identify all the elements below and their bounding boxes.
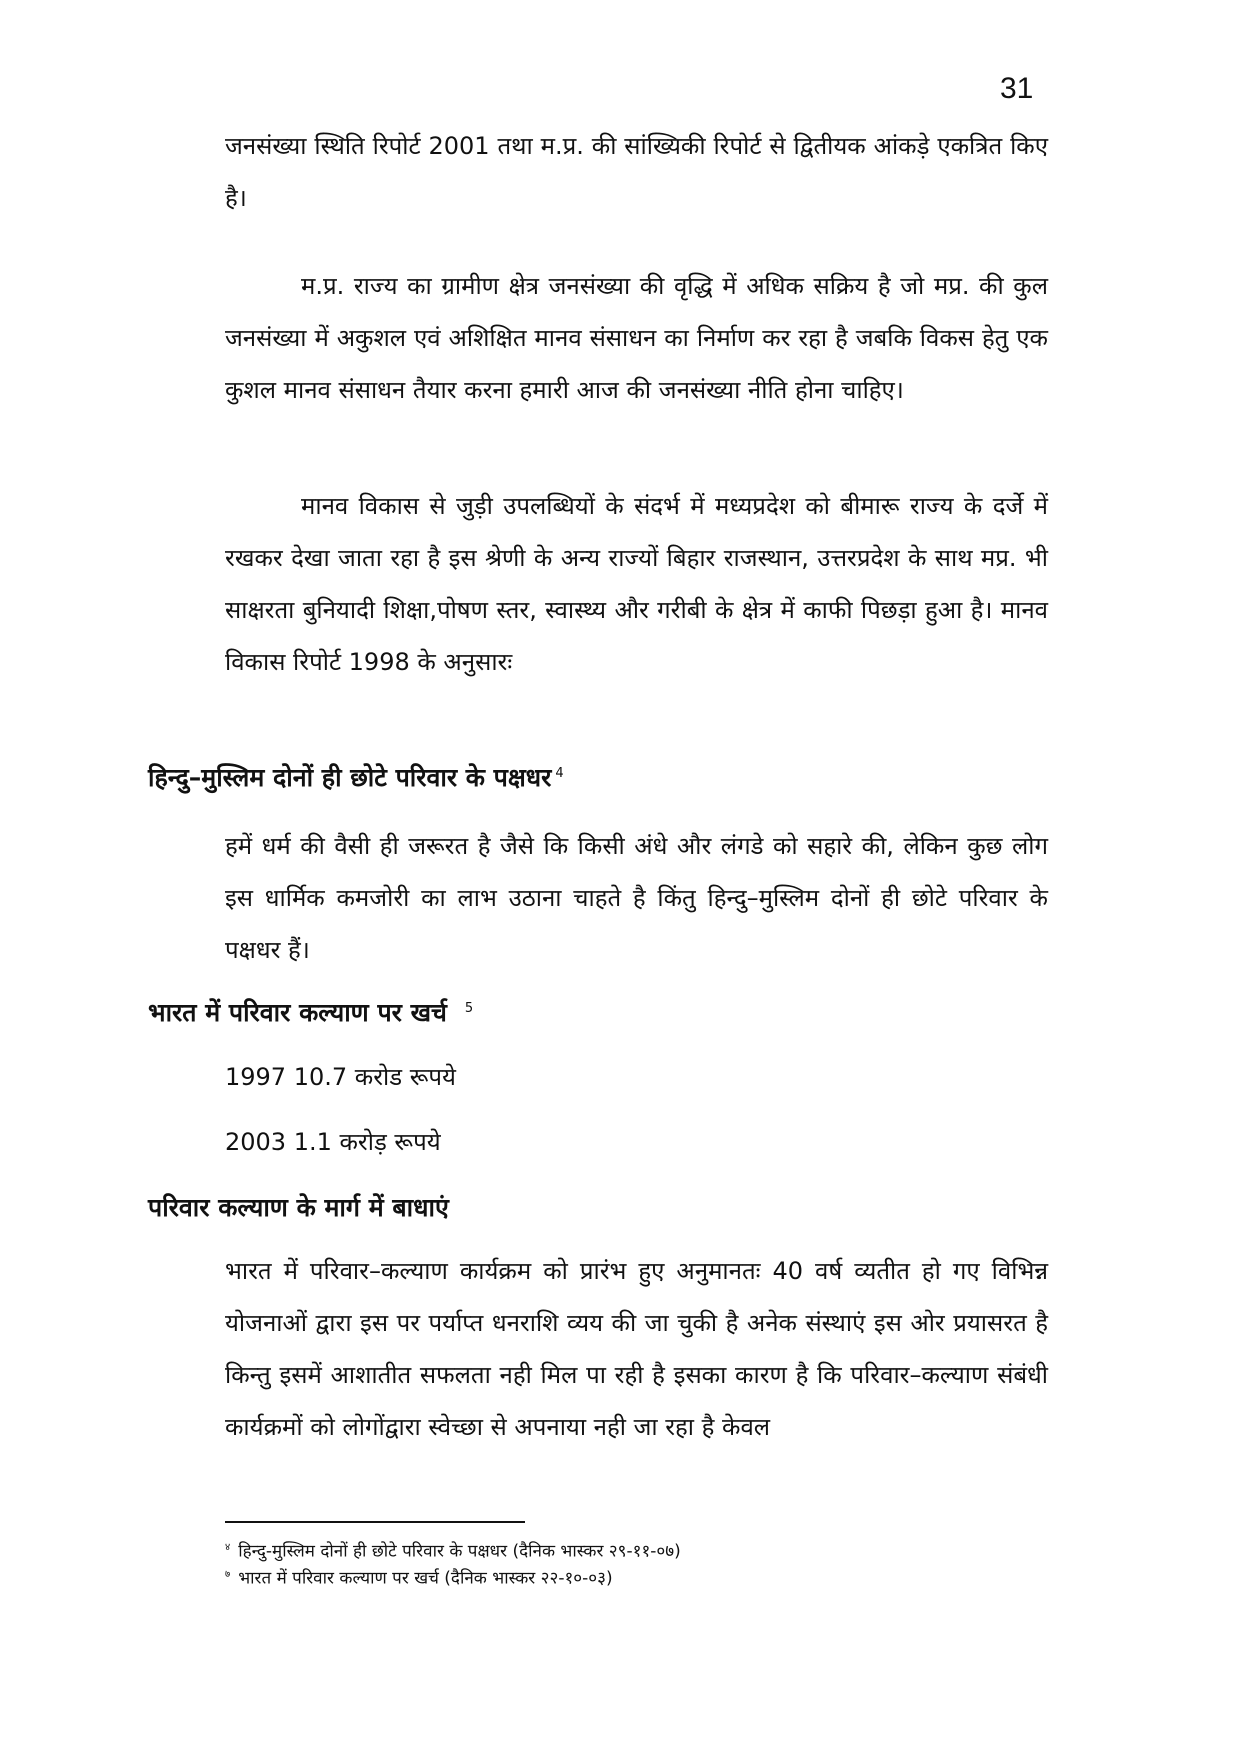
heading-obstacles: परिवार कल्याण के मार्ग में बाधाएं (148, 1193, 449, 1222)
footnote-5-mark: ७ (225, 1569, 231, 1580)
footnote-4 (225, 1535, 681, 1565)
footnote-ref-5: 5 (464, 1000, 474, 1016)
footnote-separator (225, 1521, 525, 1523)
footnote-5-text: भारत में परिवार कल्याण पर खर्च (दैनिक भास्कर २२-१०-०३) (238, 1568, 613, 1589)
page-number: 31 (1000, 72, 1034, 105)
footnote-5 (225, 1562, 613, 1592)
footnote-ref-4: 4 (555, 765, 564, 781)
paragraph-religion: हमें धर्म की वैसी ही जरूरत है जैसे कि किसी अंधे और लंगडे को सहारे की, लेकिन कुछ लोग इस धार्मिक कमजोरी का लाभ उठाना चाहते है किंतु हिन्दु–मुस्लिम दोनों ही छोटे परिवार के पक्षधर हैं। (225, 832, 1048, 964)
paragraph-rural-population: म.प्र. राज्य का ग्रामीण क्षेत्र जनसंख्या की वृद्धि में अधिक सक्रिय है जो मप्र. की कुल जनसंख्या में अकुशल एवं अशिक्षित मानव संसाधन का निर्माण कर रहा है जबकि विकस हेतु एक कुशल मानव संसाधन तैयार करना हमारी आज की जनसंख्या नीति होना चाहिए। (225, 272, 1048, 404)
paragraph-obstacles: भारत में परिवार–कल्याण कार्यक्रम को प्रारंभ हुए अनुमानतः 40 वर्ष व्यतीत हो गए विभिन्न योजनाओं द्वारा इस पर पर्याप्त धनराशि व्यय की जा चुकी है अनेक संस्थाएं इस ओर प्रयासरत है किन्तु इसमें आशातीत सफलता नही मिल पा रही है इसका कारण है कि परिवार–कल्याण संबंधी कार्यक्रमों को लोगोंद्वारा स्वेच्छा से अपनाया नही जा रहा है केवल (225, 1257, 1048, 1441)
heading-family-welfare-expenditure (148, 995, 473, 1029)
footnote-4-text: हिन्दु-मुस्लिम दोनों ही छोटे परिवार के पक्षधर (दैनिक भास्कर २९-११-०७) (238, 1541, 681, 1562)
paragraph-human-development: मानव विकास से जुड़ी उपलब्धियों के संदर्भ में मध्यप्रदेश को बीमारू राज्य के दर्जे में रखकर देखा जाता रहा है इस श्रेणी के अन्य राज्यों बिहार राजस्थान, उत्तरप्रदेश के साथ मप्र. भी साक्षरता बुनियादी शिक्षा,पोषण स्तर, स्वास्थ्य और गरीबी के क्षेत्र में काफी पिछड़ा हुआ है। मानव विकास रिपोर्ट 1998 के अनुसारः (225, 492, 1048, 676)
heading-family-welfare-expenditure-text: भारत में परिवार कल्याण पर खर्च (148, 998, 447, 1027)
heading-hindu-muslim (148, 760, 564, 794)
paragraph-intro: जनसंख्या स्थिति रिपोर्ट 2001 तथा म.प्र. की सांख्यिकी रिपोर्ट से द्वितीयक आंकड़े एकत्रित किए है। (225, 132, 1048, 212)
expenditure-1997: 1997 10.7 करोड रूपये (225, 1063, 456, 1091)
heading-hindu-muslim-text: हिन्दु–मुस्लिम दोनों ही छोटे परिवार के पक्षधर (148, 763, 552, 792)
footnote-4-mark: ४ (225, 1542, 231, 1553)
expenditure-2003: 2003 1.1 करोड़ रूपये (225, 1128, 441, 1156)
